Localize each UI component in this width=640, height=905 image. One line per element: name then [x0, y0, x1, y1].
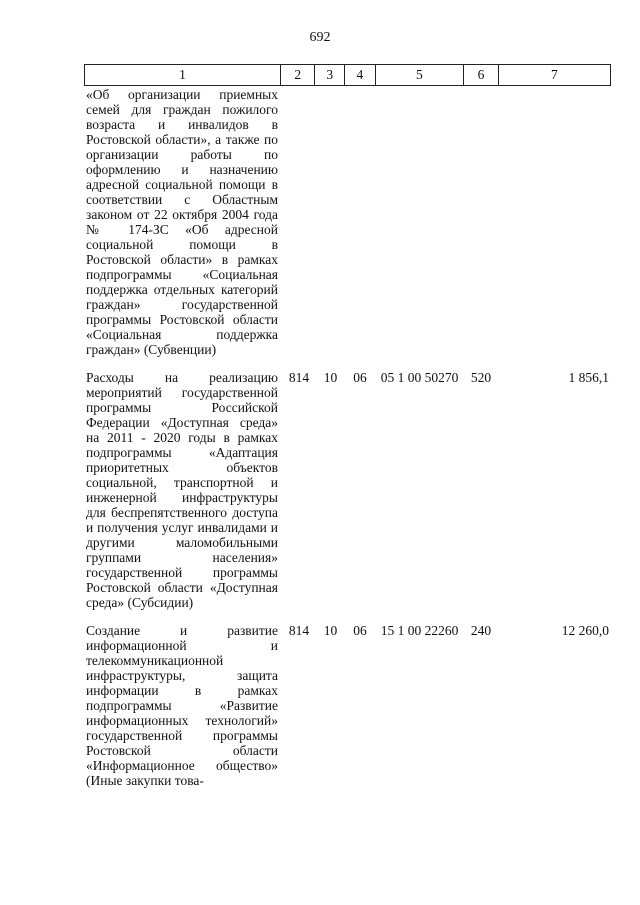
- row-amount: 12 260,0: [561, 623, 609, 638]
- row-target-article: 05 1 00 50270: [380, 370, 459, 385]
- table-row: [84, 623, 611, 788]
- row-description: Создание и развитие информационной и телекоммуникационной инфраструктуры, защита информации в рамках подпрограммы «Развитие информационных технологий» государственной программы Ростовской области «Информационное общество» (Иные закупки това-: [86, 623, 278, 788]
- header-col-5: 5: [376, 65, 465, 85]
- row-ministry-code: 814: [288, 623, 310, 638]
- row-subsection: [345, 86, 375, 357]
- row-section: 10: [323, 623, 338, 638]
- row-target-article: [375, 86, 464, 357]
- header-col-6: 6: [464, 65, 498, 85]
- header-col-3: 3: [315, 65, 345, 85]
- header-col-4: 4: [345, 65, 376, 85]
- table-header-row: [84, 64, 611, 86]
- row-amount: 1 856,1: [568, 370, 609, 385]
- row-expense-type: [464, 86, 498, 357]
- header-col-1: 1: [85, 65, 281, 85]
- row-expense-type: 520: [470, 370, 492, 385]
- row-target-article: 15 1 00 22260: [380, 623, 459, 638]
- budget-table: [84, 64, 611, 788]
- row-description: Расходы на реализацию мероприятий государственной программы Российской Федерации «Доступная среда» на 2011 - 2020 годы в рамках подпрограммы «Адаптация приоритетных объектов социальной, транспортной и инженерной инфраструктуры для беспрепятственного доступа и получения услуг инвалидами и другими маломобильными группами населения» государственной программы Ростовской области «Доступная среда» (Субсидии): [86, 370, 278, 610]
- row-section: 10: [323, 370, 338, 385]
- table-row: [84, 370, 611, 610]
- header-col-2: 2: [281, 65, 315, 85]
- page-number: 692: [309, 30, 331, 45]
- header-col-7: 7: [499, 65, 611, 85]
- row-ministry-code: [282, 86, 316, 357]
- row-amount: [498, 86, 611, 357]
- row-description: «Об организации приемных семей для граждан пожилого возраста и инвалидов в Ростовской области», а также по организации работы по оформлению и назначению адресной социальной помощи в соответствии с Областным законом от 22 октября 2004 года № 174-ЗС «Об адресной социальной помощи в Ростовской области» в рамках подпрограммы «Социальная поддержка отдельных категорий граждан» государственной программы Ростовской области «Социальная поддержка граждан» (Субвенции): [86, 87, 278, 357]
- row-subsection: 06: [353, 370, 367, 385]
- row-subsection: 06: [353, 623, 367, 638]
- row-expense-type: 240: [470, 623, 492, 638]
- table-row: [84, 86, 611, 357]
- row-ministry-code: 814: [288, 370, 310, 385]
- row-section: [316, 86, 345, 357]
